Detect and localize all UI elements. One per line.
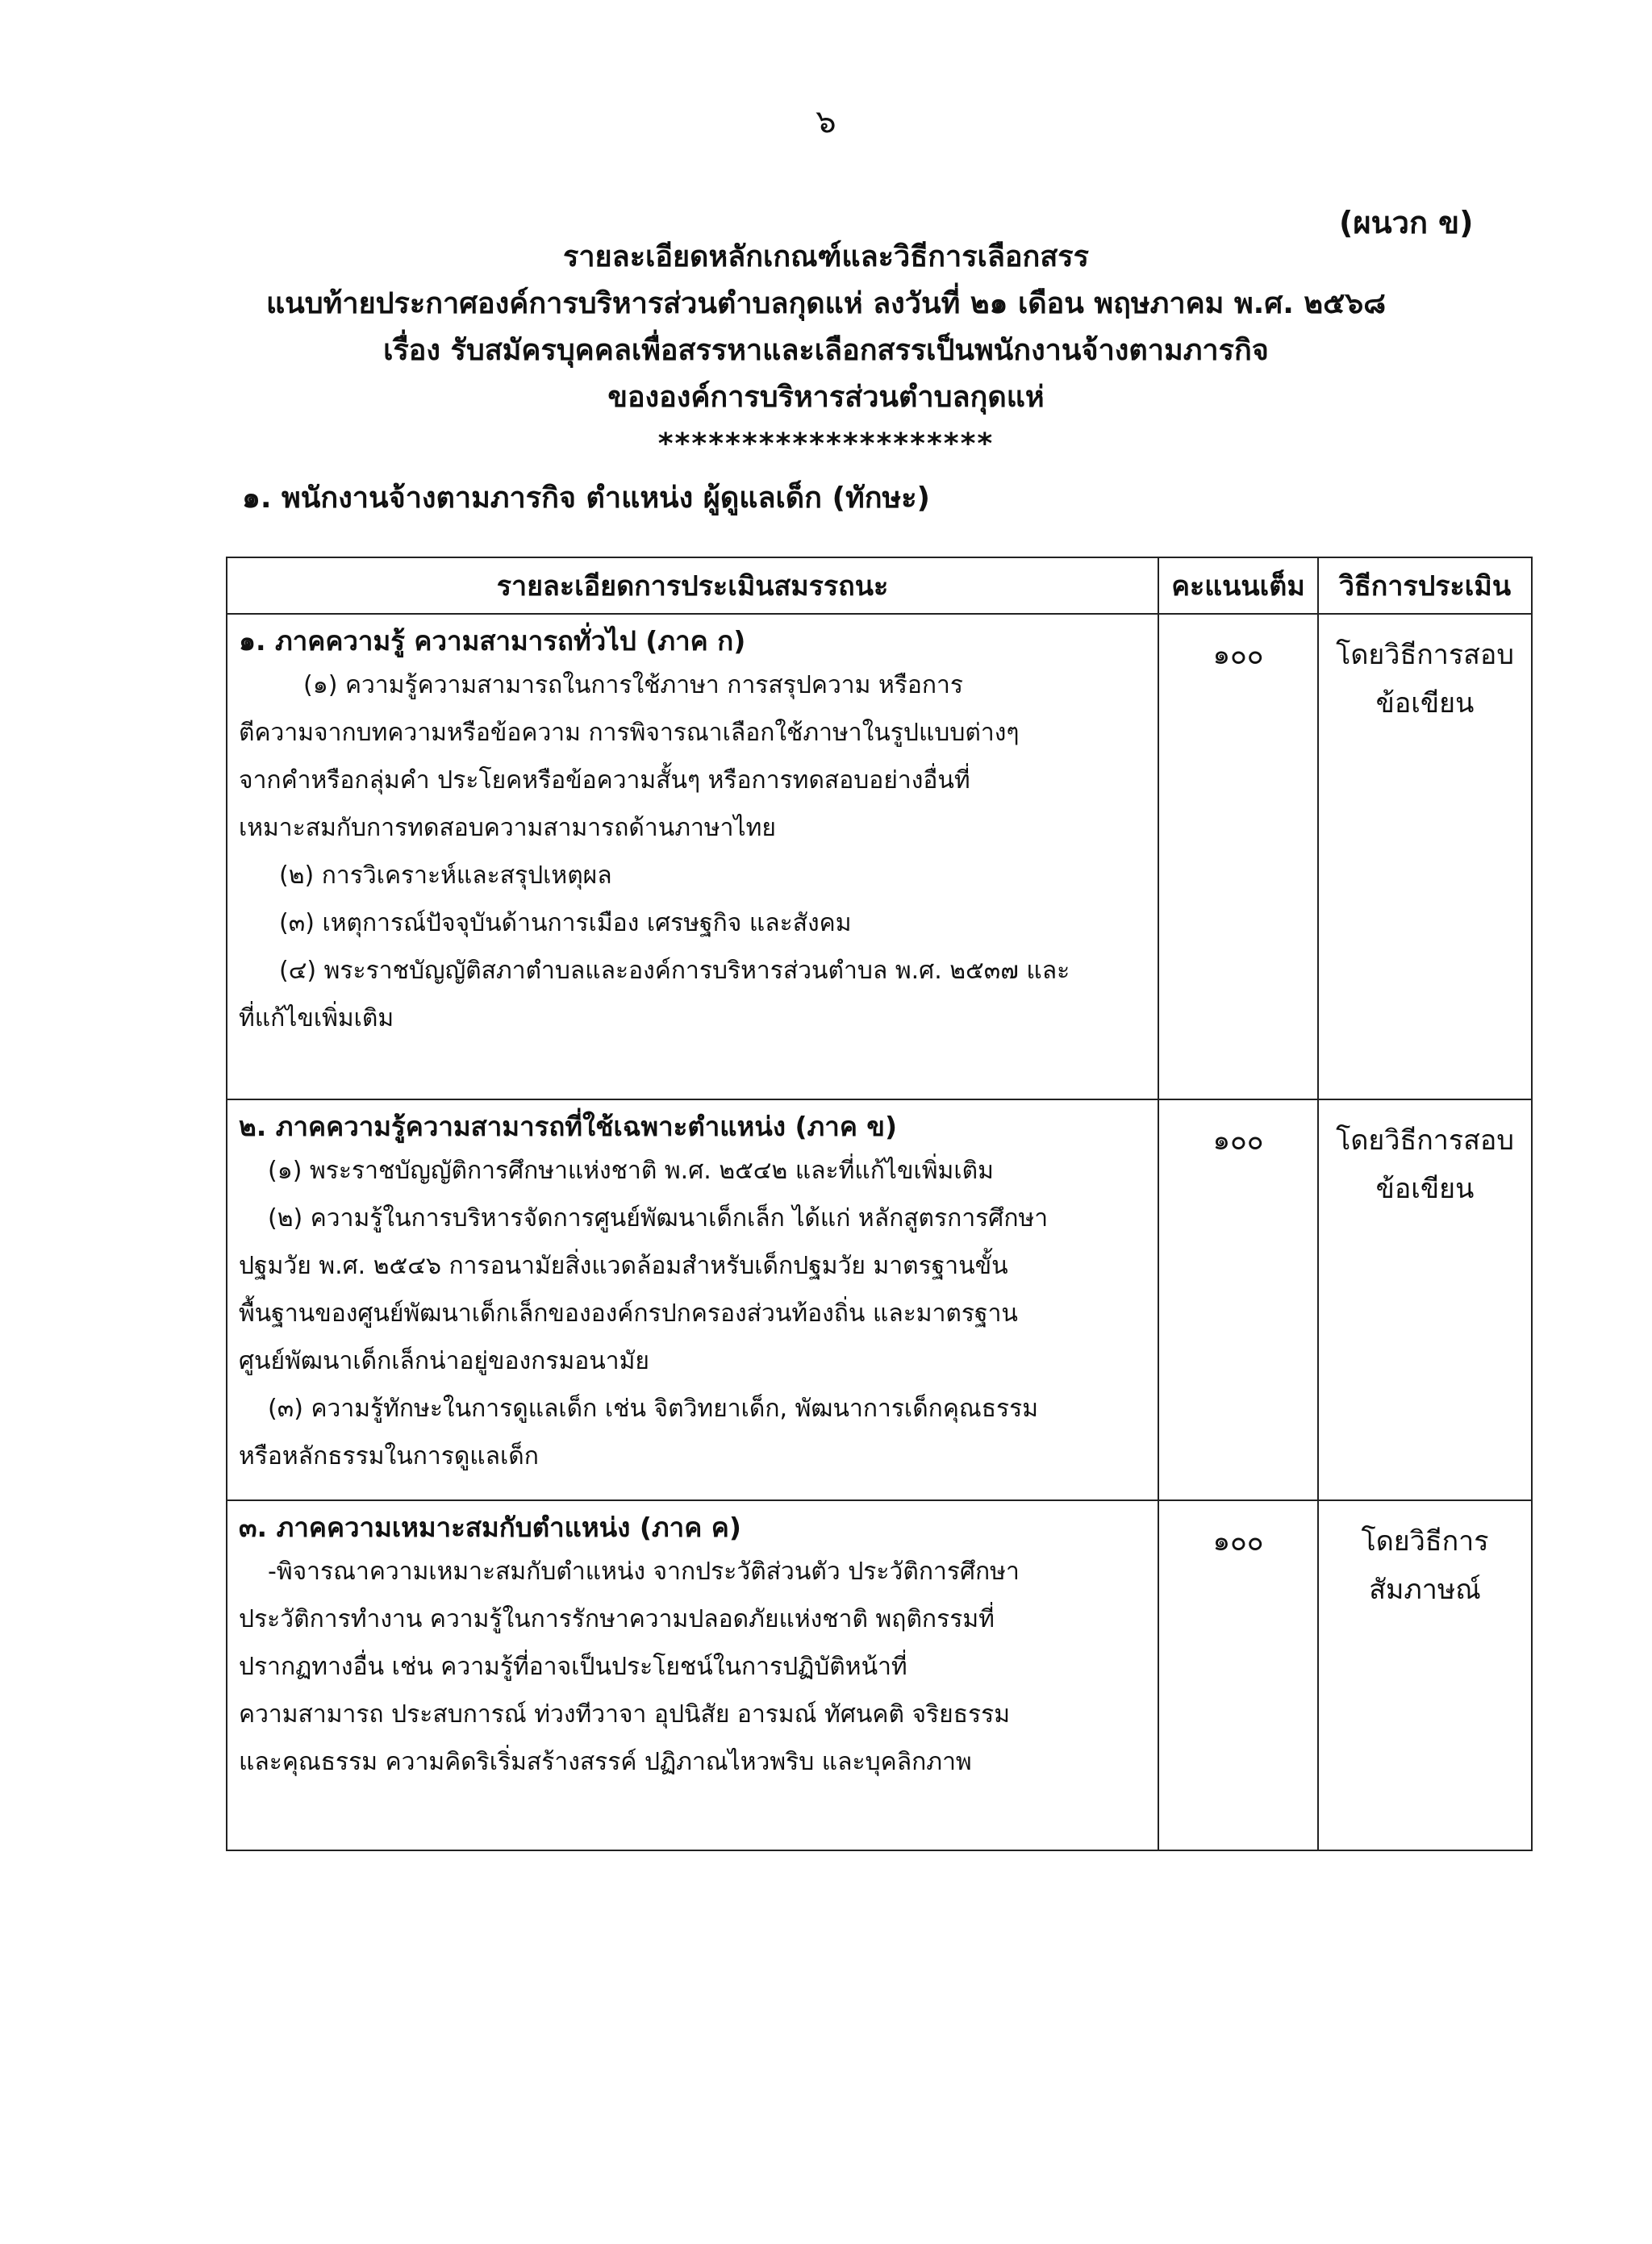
detail-line: ปรากฏทางอื่น เช่น ความรู้ที่อาจเป็นประโยชน์ในการปฏิบัติหน้าที่: [239, 1653, 907, 1681]
method-line: ข้อเขียน: [1375, 1173, 1475, 1205]
header-title: รายละเอียดหลักเกณฑ์และวิธีการเลือกสรร: [563, 240, 1089, 273]
detail-line: (๒) การวิเคราะห์และสรุปเหตุผล: [279, 861, 612, 890]
row-method: [1318, 614, 1532, 1099]
table-row: [227, 1500, 1532, 1850]
row-score: ๑๐๐: [1158, 1500, 1318, 1850]
detail-line: หรือหลักธรรมในการดูแลเด็ก: [239, 1442, 539, 1470]
method-line: ข้อเขียน: [1375, 687, 1475, 719]
method-line: โดยวิธีการสอบ: [1336, 639, 1514, 671]
method-line: โดยวิธีการ: [1361, 1525, 1489, 1558]
detail-line: (๑) ความรู้ความสามารถในการใช้ภาษา การสรุปความ หรือการ: [303, 671, 963, 699]
document-header: [0, 234, 1652, 468]
detail-line: พื้นฐานของศูนย์พัฒนาเด็กเล็กขององค์กรปกครองส่วนท้องถิ่น และมาตรฐาน: [239, 1299, 1018, 1328]
method-line: โดยวิธีการสอบ: [1336, 1124, 1514, 1157]
detail-line: (๔) พระราชบัญญัติสภาตำบลและองค์การบริหารส่วนตำบล พ.ศ. ๒๕๓๗ และ: [279, 957, 1070, 985]
detail-line: ตีความจากบทความหรือข้อความ การพิจารณาเลือกใช้ภาษาในรูปแบบต่างๆ: [239, 719, 1020, 747]
detail-line: ศูนย์พัฒนาเด็กเล็กน่าอยู่ของกรมอนามัย: [239, 1347, 649, 1375]
table-row: [227, 1099, 1532, 1500]
detail-line: (๑) พระราชบัญญัติการศึกษาแห่งชาติ พ.ศ. ๒๕๔๒ และที่แก้ไขเพิ่มเติม: [268, 1157, 994, 1185]
part-title: ๓. ภาคความเหมาะสมกับตำแหน่ง (ภาค ค): [239, 1512, 741, 1543]
detail-line: (๒) ความรู้ในการบริหารจัดการศูนย์พัฒนาเด็กเล็ก ได้แก่ หลักสูตรการศึกษา: [268, 1204, 1049, 1233]
detail-line: ที่แก้ไขเพิ่มเติม: [239, 1004, 394, 1032]
section-heading: ๑. พนักงานจ้างตามภารกิจ ตำแหน่ง ผู้ดูแลเด็ก (ทักษะ): [242, 482, 931, 515]
header-subject: เรื่อง รับสมัครบุคคลเพื่อสรรหาและเลือกสรรเป็นพนักงานจ้างตามภารกิจ: [383, 334, 1269, 367]
assessment-table: [226, 557, 1533, 1851]
detail-line: (๓) ความรู้ทักษะในการดูแลเด็ก เช่น จิตวิทยาเด็ก, พัฒนาการเด็กคุณธรรม: [268, 1395, 1039, 1423]
header-announcement-ref: แนบท้ายประกาศองค์การบริหารส่วนตำบลกุดแห่ ลงวันที่ ๒๑ เดือน พฤษภาคม พ.ศ. ๒๕๖๘: [265, 287, 1387, 320]
detail-line: จากคำหรือกลุ่มคำ ประโยคหรือข้อความสั้นๆ หรือการทดสอบอย่างอื่นที่: [239, 766, 970, 795]
detail-line: และคุณธรรม ความคิดริเริ่มสร้างสรรค์ ปฏิภาณไหวพริบ และบุคลิกภาพ: [239, 1748, 972, 1776]
header-organization: ขององค์การบริหารส่วนตำบลกุดแห่: [607, 381, 1045, 414]
page-number: ๖: [816, 103, 836, 140]
column-header-details: รายละเอียดการประเมินสมรรถนะ: [227, 557, 1158, 614]
table-header-row: [227, 557, 1532, 614]
part-title: ๑. ภาคความรู้ ความสามารถทั่วไป (ภาค ก): [239, 625, 746, 657]
detail-line: ประวัติการทำงาน ความรู้ในการรักษาความปลอดภัยแห่งชาติ พฤติกรรมที่: [239, 1605, 995, 1633]
detail-line: -พิจารณาความเหมาะสมกับตำแหน่ง จากประวัติส่วนตัว ประวัติการศึกษา: [268, 1558, 1020, 1586]
part-title: ๒. ภาคความรู้ความสามารถที่ใช้เฉพาะตำแหน่ง (ภาค ข): [239, 1111, 898, 1142]
column-header-method: วิธีการประเมิน: [1318, 557, 1532, 614]
header-separator: ********************: [657, 428, 995, 461]
row-details: [227, 614, 1158, 1099]
method-line: สัมภาษณ์: [1369, 1574, 1481, 1606]
row-details: [227, 1099, 1158, 1500]
table-row: [227, 614, 1532, 1099]
row-details: [227, 1500, 1158, 1850]
column-header-score: คะแนนเต็ม: [1158, 557, 1318, 614]
detail-line: (๓) เหตุการณ์ปัจจุบันด้านการเมือง เศรษฐกิจ และสังคม: [279, 909, 852, 937]
row-score: ๑๐๐: [1158, 614, 1318, 1099]
annex-label: (ผนวก ข): [1339, 205, 1474, 240]
detail-line: ความสามารถ ประสบการณ์ ท่วงทีวาจา อุปนิสัย อารมณ์ ทัศนคติ จริยธรรม: [239, 1700, 1011, 1729]
row-method: [1318, 1099, 1532, 1500]
row-method: [1318, 1500, 1532, 1850]
detail-line: เหมาะสมกับการทดสอบความสามารถด้านภาษาไทย: [239, 814, 776, 842]
row-score: ๑๐๐: [1158, 1099, 1318, 1500]
detail-line: ปฐมวัย พ.ศ. ๒๕๔๖ การอนามัยสิ่งแวดล้อมสำหรับเด็กปฐมวัย มาตรฐานขั้น: [239, 1252, 1008, 1280]
